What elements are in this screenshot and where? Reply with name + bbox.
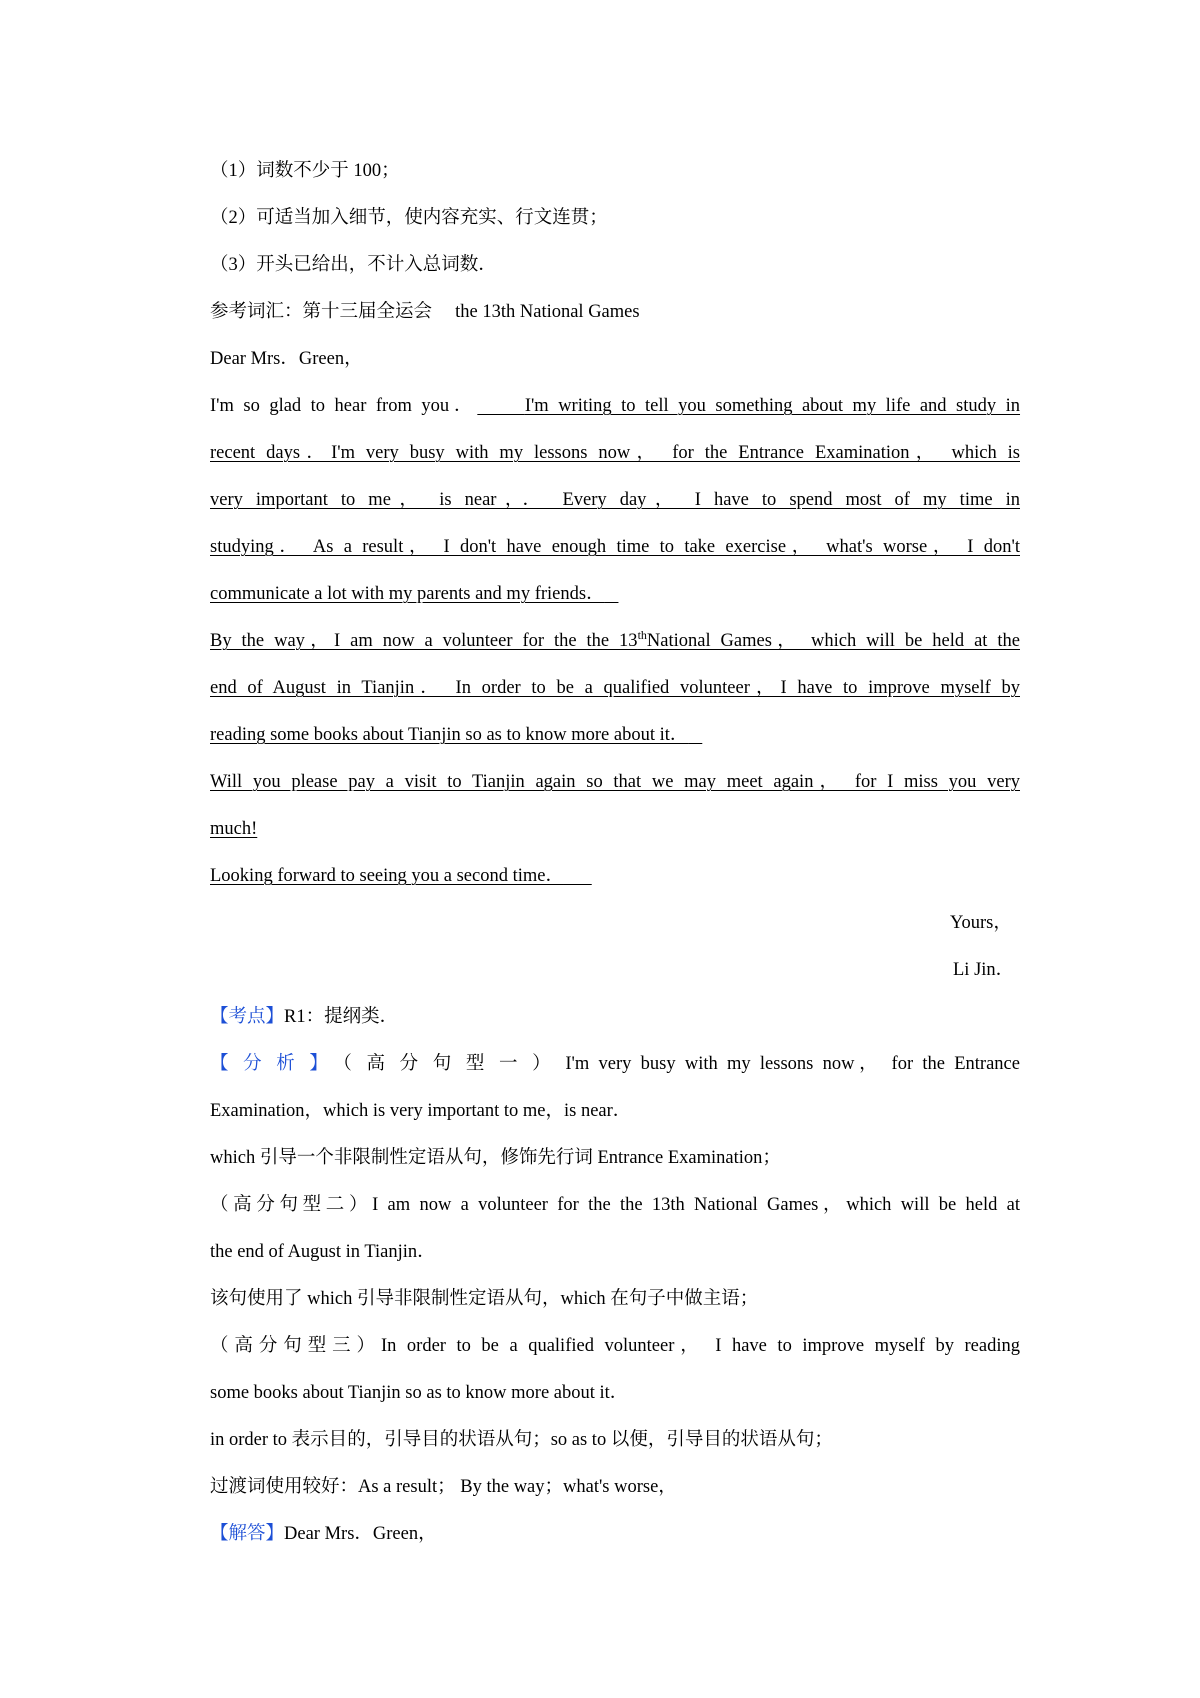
letter-closing: Yours， — [950, 913, 1012, 933]
letter-p4: Looking forward to seeing you a second time． — [210, 866, 564, 886]
analysis-line-6: （高分句型三）In order to be a qualified volunteer， I have to improve myself by reading — [210, 1336, 1020, 1356]
reference-vocab: 参考词汇：第十三届全运会 the 13th National Games — [210, 302, 640, 322]
letter-p1-line-2: recent days．I'm very busy with my lessons now， for the Entrance Examination， which is — [210, 443, 1020, 463]
jieda-row — [210, 1522, 1020, 1546]
letter-p2-line-2: end of August in Tianjin． In order to be a qualified volunteer，I have to improve myself by — [210, 678, 1020, 698]
letter-answer-text: I'm writing to tell you something about my life and study in — [524, 396, 1021, 416]
analysis-line-3: （高分句型二）I am now a volunteer for the the 13th National Games，which will be held at — [210, 1195, 1020, 1215]
analysis-line-4: the end of August in Tianjin． — [210, 1242, 436, 1262]
letter-p2-line-1: By the way，I am now a volunteer for the the 13thNational Games， which will be held at the — [210, 628, 1020, 651]
analysis-line-2: which 引导一个非限制性定语从句，修饰先行词 Entrance Examination； — [210, 1148, 781, 1168]
letter-p3-line-1: Will you please pay a visit to Tianjin again so that we may meet again， for I miss you very — [210, 772, 1020, 792]
analysis-line-5: 该句使用了 which 引导非限制性定语从句，which 在句子中做主语； — [210, 1289, 759, 1309]
jieda-label: 【解答】 — [210, 1524, 285, 1544]
letter-opening-sentence: I'm so glad to hear from you． — [210, 396, 478, 416]
letter-p3-line-2: much! — [210, 819, 258, 839]
fenxi-row: 【分析】（高分句型一）I'm very busy with my lessons now， for the Entrance — [210, 1054, 1020, 1074]
letter-p1-line-4: studying． As a result， I don't have enough time to take exercise， what's worse， I don't — [210, 537, 1020, 557]
kaodian-text: R1：提纲类． — [284, 1007, 399, 1027]
jieda-text: Dear Mrs．Green， — [284, 1524, 437, 1544]
requirement-2: （2）可适当加入细节，使内容充实、行文连贯； — [210, 208, 608, 228]
kaodian-row — [210, 1005, 1020, 1029]
analysis-line-1: Examination，which is very important to me，is near． — [210, 1101, 632, 1121]
letter-p2-line-3: reading some books about Tianjin so as to know more about it． — [210, 725, 689, 745]
requirement-1: （1）词数不少于 100； — [210, 161, 400, 181]
analysis-line-8: in order to 表示目的，引导目的状语从句；so as to 以便，引导目的状语从句； — [210, 1430, 833, 1450]
analysis-line-9: 过渡词使用较好：As a result； By the way；what's worse， — [210, 1477, 677, 1497]
letter-p1-line-3: very important to me， is near，． Every day， I have to spend most of my time in — [210, 490, 1020, 510]
analysis-line-7: some books about Tianjin so as to know more about it． — [210, 1383, 629, 1403]
requirement-3: （3）开头已给出，不计入总词数． — [210, 255, 497, 275]
letter-signature: Li Jin． — [953, 960, 1015, 980]
letter-p1-line-1 — [210, 394, 1020, 418]
fenxi-label: 【分析】 — [210, 1054, 343, 1074]
kaodian-label: 【考点】 — [210, 1007, 285, 1027]
letter-p1-line-5: communicate a lot with my parents and my friends． — [210, 584, 605, 604]
letter-greeting: Dear Mrs．Green， — [210, 349, 363, 369]
